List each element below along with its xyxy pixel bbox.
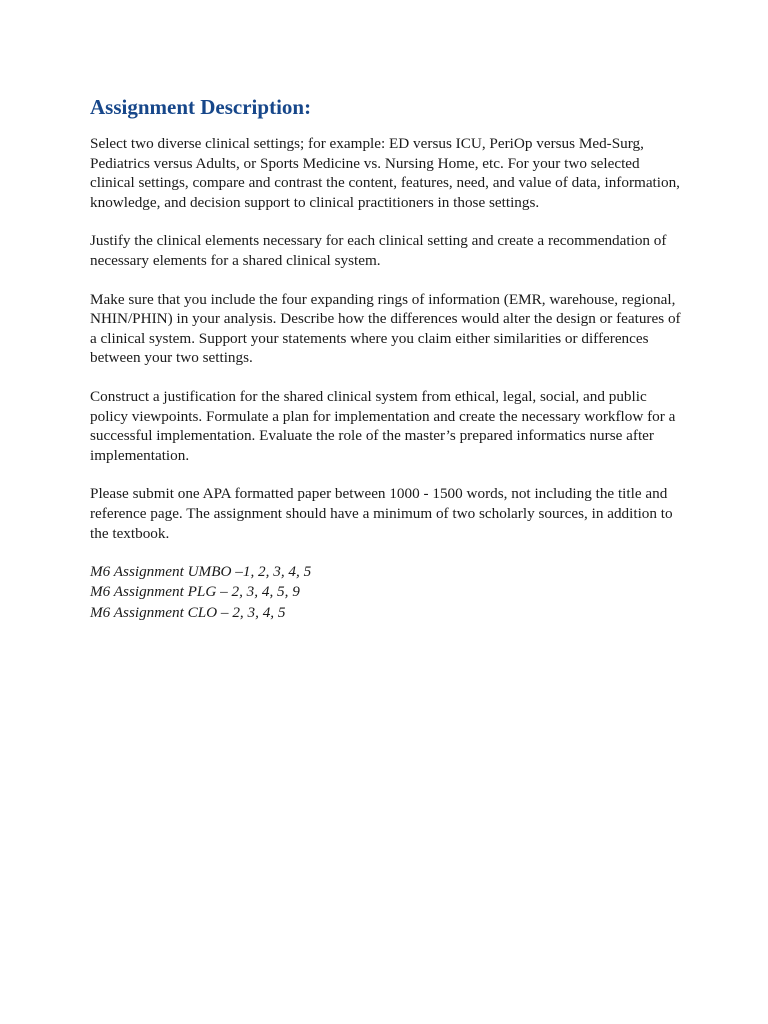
paragraph-justification-plan: Construct a justification for the shared clinical system from ethical, legal, social, and public policy viewpoints. Formulate a plan for implementation and create the necessary workflow for a successful implementation. Evaluate the role of the master’s prepared informatics nurse after implementation.	[90, 387, 676, 464]
outcome-plg: M6 Assignment PLG – 2, 3, 4, 5, 9	[90, 583, 300, 601]
outcome-umbo: M6 Assignment UMBO –1, 2, 3, 4, 5	[90, 563, 312, 581]
paragraph-clinical-elements: Justify the clinical elements necessary for each clinical setting and create a recommendation of necessary elements for a shared clinical system.	[90, 232, 667, 269]
outcome-clo: M6 Assignment CLO – 2, 3, 4, 5	[90, 603, 286, 621]
paragraph-rings-of-information: Make sure that you include the four expanding rings of information (EMR, warehouse, regional, NHIN/PHIN) in your analysis. Describe how the differences would alter the design or features of a clinical system. Support your statements where you claim either similarities or differences between your two settings.	[90, 290, 681, 367]
paragraph-submission-requirements: Please submit one APA formatted paper between 1000 - 1500 words, not including the title and reference page. The assignment should have a minimum of two scholarly sources, in addition to the textbook.	[90, 485, 673, 542]
outcomes-list	[90, 562, 682, 623]
document-content	[90, 92, 682, 623]
assignment-heading: Assignment Description:	[90, 95, 312, 119]
paragraph-clinical-settings: Select two diverse clinical settings; for example: ED versus ICU, PeriOp versus Med-Surg, Pediatrics versus Adults, or Sports Medicine vs. Nursing Home, etc. For your two selected clinical settings, compare and contrast the content, features, need, and value of data, information, knowledge, and decision support to clinical practitioners in those settings.	[90, 135, 680, 211]
